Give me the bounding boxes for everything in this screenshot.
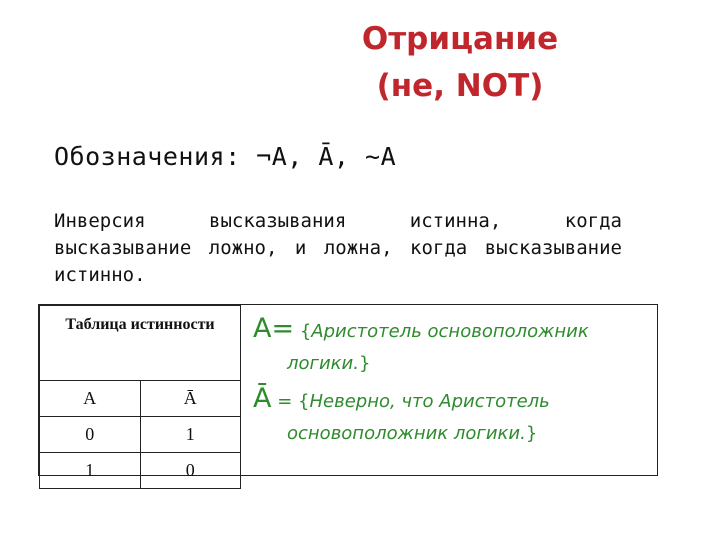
example-not-a: Ā = {Неверно, что Аристотель (253, 383, 550, 414)
symbol-not-a: Ā (253, 383, 272, 414)
example-not-a-cont: основоположник логики.} (287, 423, 538, 444)
cell-a-row2: 1 (40, 453, 141, 489)
cell-a-row1: 0 (40, 417, 141, 453)
header-a: A (40, 381, 141, 417)
symbol-a: A (253, 313, 272, 344)
description-paragraph: Инверсия высказывания истинна, когда высказывание ложно, и ложна, когда высказывание истинно. (54, 210, 622, 286)
example-a-text-2: логики. (287, 353, 359, 374)
example-a: A= {Аристотель основоположник (253, 313, 589, 344)
title-line-1: Отрицание (361, 21, 559, 57)
content-frame (38, 304, 658, 480)
notation-line: Обозначения: ¬A, Ā, ~A (54, 142, 397, 171)
truth-table-caption: Таблица истинности (40, 306, 241, 381)
title-line-2: (не, NOT) (376, 68, 544, 104)
example-a-text-1: Аристотель основоположник (311, 321, 589, 342)
truth-table (39, 305, 241, 489)
header-not-a: Ā (140, 381, 241, 417)
example-not-a-text-2: основоположник логики. (287, 423, 526, 444)
example-not-a-text-1: Неверно, что Аристотель (309, 391, 550, 412)
example-a-cont: логики.} (287, 353, 371, 374)
cell-not-a-row1: 1 (140, 417, 241, 453)
cell-not-a-row2: 0 (140, 453, 241, 489)
slide-title (200, 16, 720, 110)
